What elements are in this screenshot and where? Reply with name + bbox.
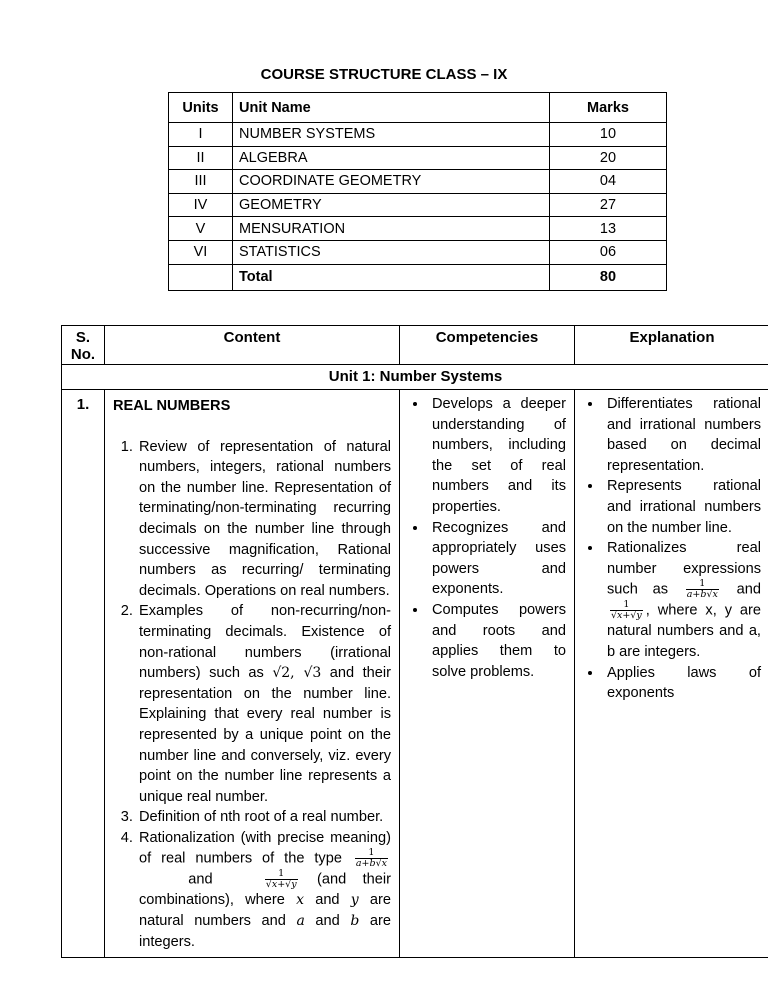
unit-name: ALGEBRA [233, 146, 550, 170]
unit-name: STATISTICS [233, 240, 550, 264]
unit-number: II [169, 146, 233, 170]
list-item: 1. Review of representation of natural numbers, integers, rational numbers on the number line. Representation of terminating/non-terminating recurring decimals on the number line through successive magnification, Rational numbers as recurring/ terminating decimals. Operations on real numbers. [137, 437, 391, 602]
content-list [113, 437, 391, 953]
item-text: are natural numbers and [139, 892, 392, 930]
list-item: • Applies laws of exponents [603, 663, 761, 704]
list-item: 3. Definition of nth root of a real number. [137, 807, 391, 828]
item-text: and their representation on the number line. Explaining that every real number is represented by a unique point on the number line and conversely, viz. every point on the number line represents a unique real number. [139, 665, 391, 805]
total-empty-cell [169, 264, 233, 290]
total-marks: 80 [550, 264, 667, 290]
header-sno: S. No. [62, 326, 105, 365]
item-text: and [188, 871, 213, 888]
list-item [137, 828, 391, 952]
list-item: • Represents rational and irrational numbers on the number line. [603, 476, 761, 538]
table-row [169, 123, 667, 147]
list-item: • Computes powers and roots and applies them to solve problems. [428, 600, 566, 682]
fraction-expression: $\frac{1}{a+b√x}$ [686, 578, 718, 601]
total-label: Total [233, 264, 550, 290]
list-item: • Recognizes and appropriately uses powers and exponents. [428, 518, 566, 600]
list-item: • Develops a deeper understanding of numbers, including the set of real numbers and its properties. [428, 394, 566, 518]
table-row [169, 193, 667, 217]
competencies-cell [400, 390, 575, 958]
fraction-expression: $\frac{1}{a+b√x}$ [355, 847, 387, 870]
explanation-list [583, 394, 761, 704]
table-row [169, 240, 667, 264]
explanation-cell [575, 390, 768, 958]
header-marks: Marks [550, 93, 667, 123]
item-text: and [736, 581, 762, 598]
variable: b [350, 913, 360, 930]
unit-marks: 13 [550, 217, 667, 241]
list-item: • Rationalizes real number expressions such as $\frac{1}{a+b√x}$ and $\frac{1}{√x+√y}$ , where x, y are natural numbers and a, b are integers. [603, 538, 761, 662]
header-unit-name: Unit Name [233, 93, 550, 123]
marks-table-header [169, 93, 667, 123]
header-units: Units [169, 93, 233, 123]
item-text: (and their combinations), where [139, 871, 392, 909]
unit-marks: 20 [550, 146, 667, 170]
header-content: Content [105, 326, 400, 365]
unit-name: COORDINATE GEOMETRY [233, 170, 550, 194]
unit-name: NUMBER SYSTEMS [233, 123, 550, 147]
item-text: and [315, 913, 340, 930]
unit-name: GEOMETRY [233, 193, 550, 217]
header-explanation: Explanation [575, 326, 768, 365]
unit-marks: 04 [550, 170, 667, 194]
serial-number: 1. [62, 390, 105, 958]
header-competencies: Competencies [400, 326, 575, 365]
content-table [61, 325, 768, 958]
content-cell [105, 390, 400, 958]
unit-marks: 27 [550, 193, 667, 217]
table-row [169, 146, 667, 170]
table-row [62, 390, 768, 958]
item-text: Rationalization (with precise meaning) of real numbers of the type [139, 829, 391, 867]
variable: y [350, 892, 359, 909]
unit-marks: 10 [550, 123, 667, 147]
total-row [169, 264, 667, 290]
unit-title: Unit 1: Number Systems [62, 365, 768, 390]
variable: x [296, 892, 304, 909]
variable: a [296, 913, 305, 930]
item-text: are integers. [139, 913, 391, 950]
item-text: Rationalizes real number expressions such as [607, 540, 761, 598]
table-row [169, 217, 667, 241]
unit-number: VI [169, 240, 233, 264]
item-text: and [315, 892, 340, 909]
list-item: • Differentiates rational and irrational numbers based on decimal representation. [603, 394, 761, 476]
unit-number: IV [169, 193, 233, 217]
competencies-list [408, 394, 566, 682]
item-text: Examples of non-recurring/non-terminating decimals. Existence of non-rational numbers (irrational numbers) such as [139, 603, 391, 682]
fraction-expression: $\frac{1}{√x+√y}$ [265, 868, 297, 891]
topic-heading: REAL NUMBERS [113, 398, 231, 414]
unit-number: I [169, 123, 233, 147]
list-item [137, 601, 391, 807]
unit-name: MENSURATION [233, 217, 550, 241]
unit-number: III [169, 170, 233, 194]
unit-marks: 06 [550, 240, 667, 264]
marks-table [168, 92, 667, 291]
content-table-header [62, 326, 768, 365]
unit-number: V [169, 217, 233, 241]
root-expression: √2, √3 [272, 665, 322, 682]
unit-row [62, 365, 768, 390]
fraction-expression: $\frac{1}{√x+√y}$ [611, 599, 642, 622]
item-text: where x, y are natural numbers and a, b are integers. [607, 602, 761, 660]
table-row [169, 170, 667, 194]
page-title: COURSE STRUCTURE CLASS – IX [260, 66, 508, 83]
